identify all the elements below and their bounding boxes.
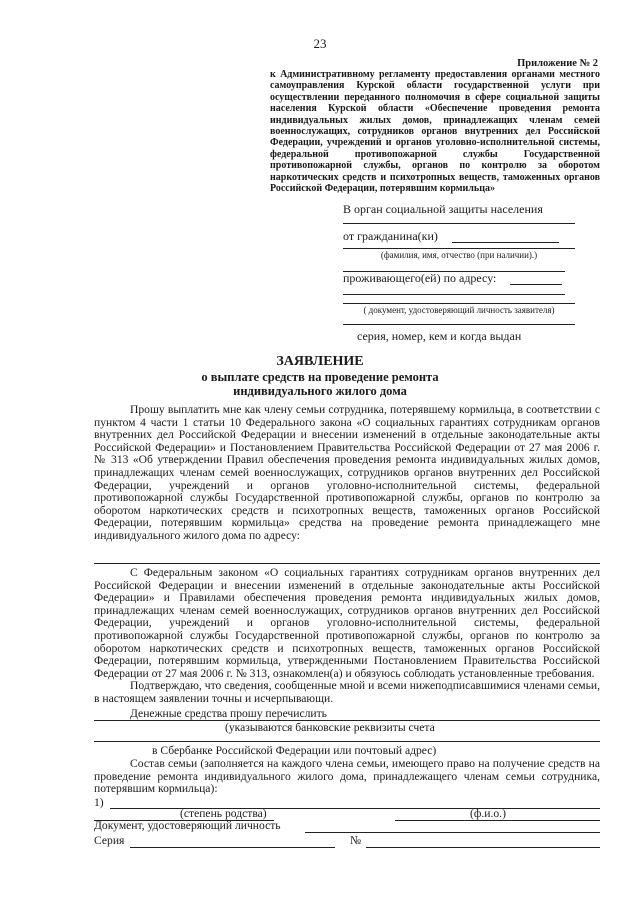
addressee-line-2 (343, 248, 575, 249)
addressee-to: В орган социальной защиты населения (343, 202, 543, 216)
statement-subtitle-2: индивидуального жилого дома (233, 384, 407, 398)
id-doc-label: Документ, удостоверяющий личность (94, 819, 281, 832)
series-label: Серия (94, 834, 125, 847)
series-line (130, 847, 335, 848)
fio-caption-2: (ф.и.о.) (470, 807, 506, 820)
confirm-text: Подтверждаю, что сведения, сообщенные мной и всеми нижеподписавшимися членами семьи, в настоящем заявлении точны и исчерпывающи. (94, 679, 600, 705)
addressee-line-5 (343, 303, 575, 304)
addressee-line-6 (343, 324, 575, 325)
request-text: Прошу выплатить мне как члену семьи сотрудника, потерявшему кормильца, в соответствии с пунктом 4 части 1 статьи 10 Федерального закона «О социальных гарантиях сотрудникам органов внутренних дел Российской Федерации и внесении изменений в отдельные законодательные акты Российской Федерации» и Постановлением Правительства Российской Федерации от 27 мая 2006 г. № 313 «Об утверждении Правил обеспечения проведения ремонта индивидуальных жилых домов, принадлежащих членам семей военнослужащих, сотрудников органов внутренних дел Российской Федерации, учреждений и органов уголовно-исполнительной системы, федеральной противопожарной службы Государственной противопожарной службы, органов по контролю за оборотом наркотических средств и психотропных веществ, таможенных органов Российской Федерации, потерявшим кормильца» средства на проведение ремонта принадлежащего мне индивидуального жилого дома по адресу: (94, 403, 600, 542)
addressee-line-4 (343, 294, 565, 295)
paragraph-family (94, 758, 600, 796)
number-label: № (350, 834, 362, 847)
statement-subtitle-1: о выплате средств на проведение ремонта (201, 370, 439, 384)
page-number: 23 (313, 36, 327, 51)
id-doc-line (305, 832, 600, 833)
statement-title: ЗАЯВЛЕНИЕ (276, 354, 364, 369)
addressee-from: от гражданина(ки) (343, 229, 438, 243)
appendix-title: Приложение № 2 (517, 58, 598, 69)
fio-line (395, 820, 600, 821)
address-line (94, 563, 600, 564)
from-line (452, 242, 559, 243)
doc-details-caption: серия, номер, кем и когда выдан (357, 329, 522, 343)
family-text: Состав семьи (заполняется на каждого члена семьи, имеющего право на получение средств на проведение ремонта индивидуального жилого дома, принадлежащего членам семьи сотрудника, потерявшим кормильца): (94, 757, 600, 796)
fio-caption: (фамилия, имя, отчество (при наличии).) (380, 250, 538, 260)
transfer-label: Денежные средства прошу перечислить (130, 707, 327, 720)
number-line (366, 847, 600, 848)
appendix-text: к Административному регламенту предоставления органами местного самоуправления Курской области государственной услуги при осуществлении переданного полномочия в сфере социальной защиты населения Курской области «Обеспечение проведения ремонта индивидуальных жилых домов, принадлежащих членам семей военнослужащих, сотрудников органов внутренних дел Российской Федерации, учреждений и органов уголовно-исполнительной системы, федеральной противопожарной службы Государственной противопожарной службы, органов по контролю за оборотом наркотических средств и психотропных веществ, таможенных органов Российской Федерации, потерявшим кормильца» (270, 69, 600, 195)
bank-caption: (указываются банковские реквизиты счета (225, 721, 435, 734)
bank-line (94, 741, 600, 742)
family-item-number: 1) (94, 796, 104, 809)
acknowledge-text: С Федеральным законом «О социальных гарантиях сотрудникам органов внутренних дел Российской Федерации и внесении изменений в отдельные законодательные акты Российской Федерации» и Правилами обеспечения проведения ремонта индивидуальных жилых домов, принадлежащих членам семей военнослужащих, сотрудников органов внутренних дел Российской Федерации, учреждений и органов уголовно-исполнительной системы, федеральной противопожарной службы Государственной противопожарной службы, органов по контролю за оборотом наркотических средств и психотропных веществ, таможенных органов Российской Федерации, потерявшим кормильца, утвержденными Постановлением Правительства Российской Федерации от 27 мая 2006 г. № 313, ознакомлен(а) и обязуюсь соблюдать установленные требования. (94, 566, 600, 680)
residing-line (510, 284, 562, 285)
residing-label: проживающего(ей) по адресу: (343, 271, 497, 285)
addressee-line-1 (343, 223, 575, 224)
paragraph-request (94, 404, 600, 543)
kinship-caption: (степень родства) (180, 807, 267, 820)
paragraph-acknowledge (94, 567, 600, 706)
bank-caption-2: в Сбербанке Российской Федерации или почтовый адрес) (152, 744, 437, 757)
doc-caption: ( документ, удостоверяющий личность заявителя) (363, 305, 555, 315)
